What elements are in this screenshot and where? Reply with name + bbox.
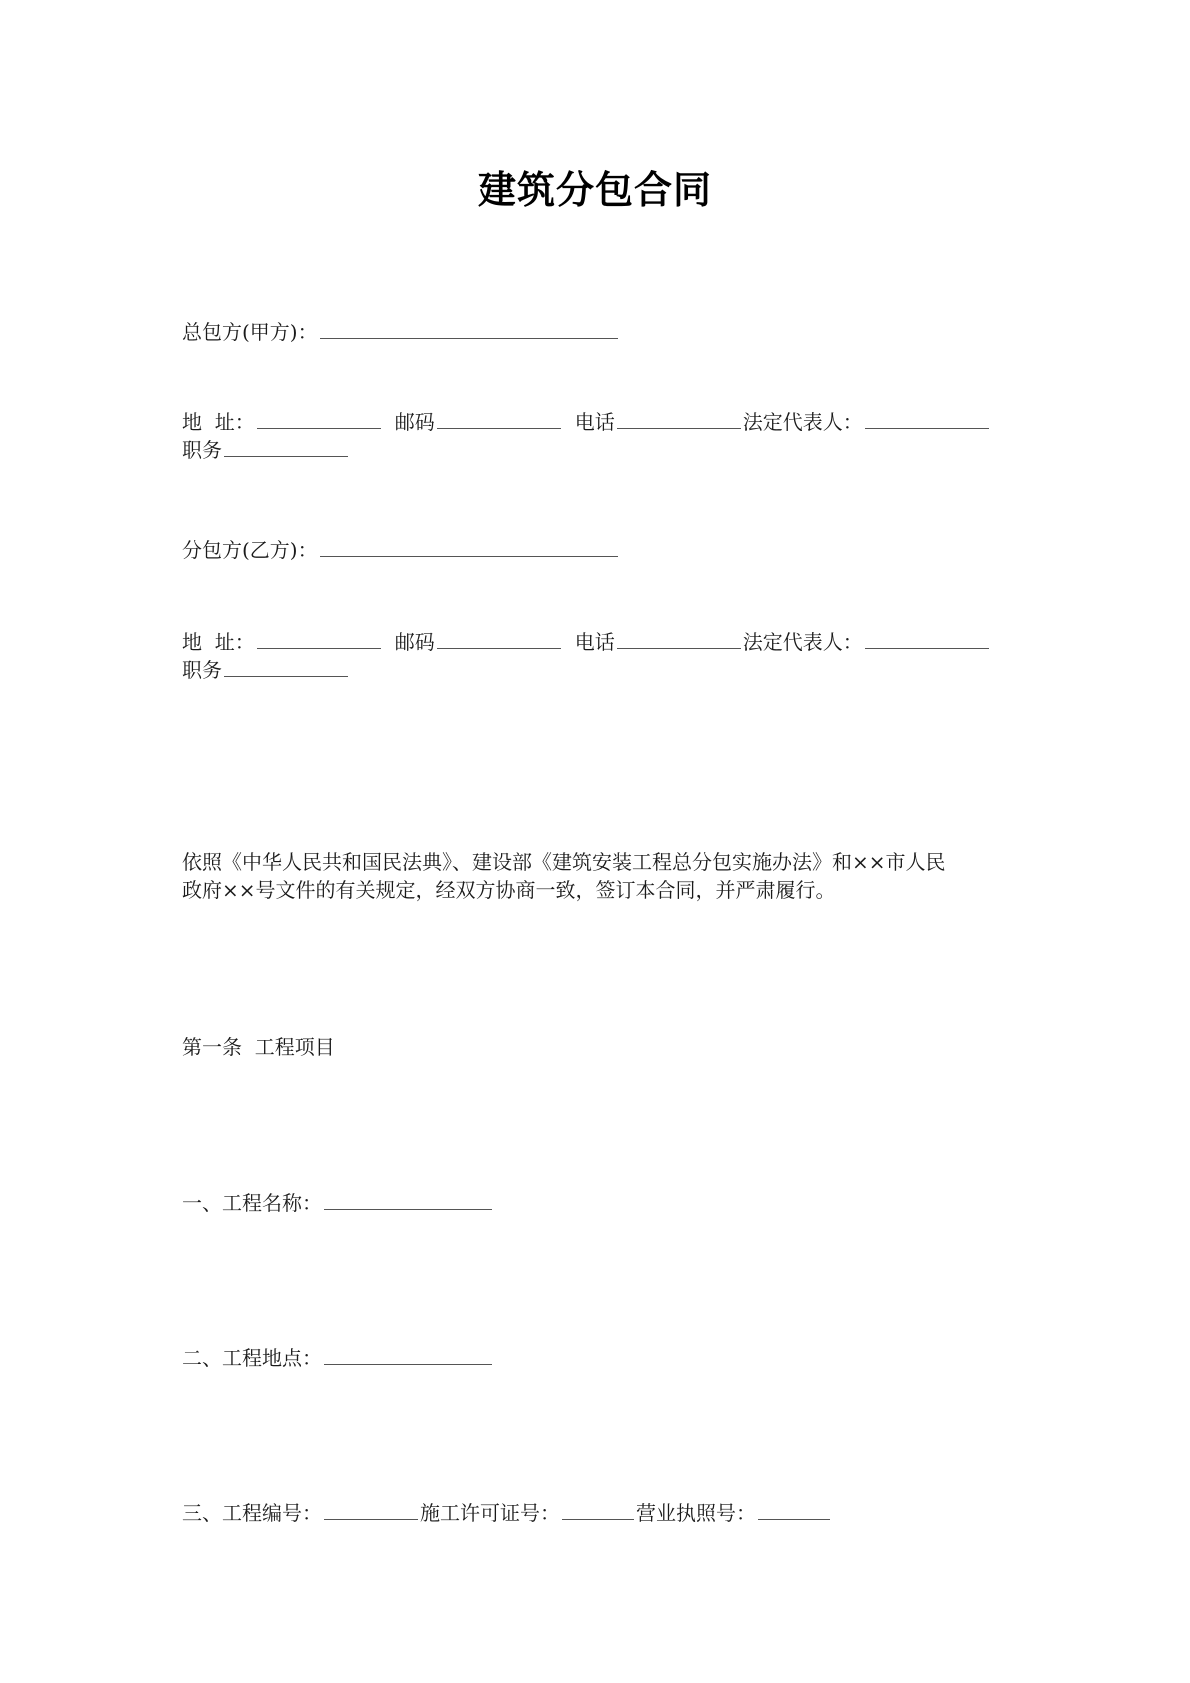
document-title: 建筑分包合同	[477, 167, 712, 212]
party-a-phone-field[interactable]	[617, 408, 741, 429]
party-b-label: 分包方(乙方)：	[182, 538, 318, 562]
project-name-field[interactable]	[324, 1189, 492, 1210]
party-b-phone-field[interactable]	[617, 628, 741, 649]
party-a-name-field[interactable]	[320, 318, 618, 339]
party-a-legal-rep-field[interactable]	[865, 408, 989, 429]
party-b-name-field[interactable]	[320, 536, 618, 557]
party-b-position-field[interactable]	[224, 656, 348, 677]
party-a-position-field[interactable]	[224, 436, 348, 457]
business-license-field[interactable]	[758, 1499, 830, 1520]
business-license-label: 营业执照号：	[636, 1501, 756, 1525]
party-b-phone-label: 电话	[574, 630, 615, 654]
party-a-legal-rep-label: 法定代表人：	[742, 410, 863, 434]
party-b-position-line	[182, 656, 350, 684]
project-number-label: 三、工程编号：	[182, 1501, 322, 1525]
party-a-position-label: 职务	[182, 438, 222, 462]
party-b-address-label: 地 址：	[182, 630, 255, 654]
project-name-line	[182, 1189, 494, 1217]
project-name-label: 一、工程名称：	[182, 1191, 322, 1215]
party-b-legal-rep-field[interactable]	[865, 628, 989, 649]
party-a-address-label: 地 址：	[182, 410, 255, 434]
permit-number-field[interactable]	[562, 1499, 634, 1520]
project-location-line	[182, 1344, 494, 1372]
preamble-line-1: 依照《中华人民共和国民法典》、建设部《建筑安装工程总分包实施办法》和××市人民	[182, 850, 946, 874]
preamble-line-2: 政府××号文件的有关规定，经双方协商一致，签订本合同，并严肃履行。	[182, 878, 836, 902]
party-a-position-line	[182, 436, 350, 464]
party-a-line	[182, 318, 620, 346]
project-location-field[interactable]	[324, 1344, 492, 1365]
project-number-line	[182, 1499, 832, 1527]
party-b-position-label: 职务	[182, 658, 222, 682]
party-a-label: 总包方(甲方)：	[182, 320, 318, 344]
party-b-address-field[interactable]	[257, 628, 381, 649]
party-b-line	[182, 536, 620, 564]
party-a-postcode-field[interactable]	[437, 408, 561, 429]
project-location-label: 二、工程地点：	[182, 1346, 322, 1370]
party-a-contact-line	[182, 408, 991, 436]
party-b-postcode-label: 邮码	[394, 630, 435, 654]
party-b-legal-rep-label: 法定代表人：	[742, 630, 863, 654]
project-number-field[interactable]	[324, 1499, 418, 1520]
party-a-address-field[interactable]	[257, 408, 381, 429]
party-b-postcode-field[interactable]	[437, 628, 561, 649]
article-1-heading: 第一条 工程项目	[182, 1035, 335, 1059]
party-b-contact-line	[182, 628, 991, 656]
party-a-postcode-label: 邮码	[394, 410, 435, 434]
permit-number-label: 施工许可证号：	[420, 1501, 560, 1525]
party-a-phone-label: 电话	[574, 410, 615, 434]
